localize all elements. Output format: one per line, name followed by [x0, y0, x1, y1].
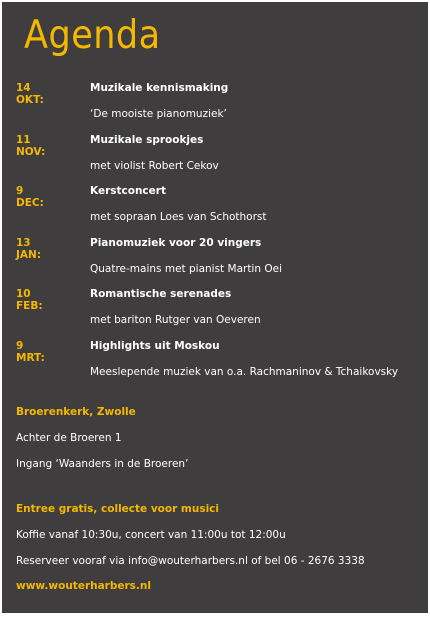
event-date: 9 DEC: [16, 185, 44, 210]
event-subtitle: met bariton Rutger van Oeveren [90, 314, 261, 327]
event-subtitle: Meeslepende muziek van o.a. Rachmaninov & Tchaikovsky [90, 365, 399, 378]
agenda-title: Agenda [24, 13, 161, 58]
event-date: 14 OKT: [16, 82, 44, 106]
event-date: 13 JAN: [16, 236, 42, 261]
event-subtitle: met violist Robert Cekov [90, 159, 219, 172]
website-link[interactable]: www.wouterharbers.nl [16, 580, 151, 592]
event-date: 11 NOV: [16, 133, 46, 158]
event-subtitle: ‘De mooiste pianomuziek’ [90, 108, 227, 120]
event-date: 9 MRT: [16, 339, 45, 364]
event-name: Pianomuziek voor 20 vingers [90, 236, 262, 249]
event-name: Muzikale kennismaking [90, 82, 229, 94]
event-name: Highlights uit Moskou [90, 339, 220, 352]
venue-address: Achter de Broeren 1 [16, 432, 122, 444]
event-name: Romantische serenades [90, 288, 232, 301]
reservation-info: Reserveer vooraf via info@wouterharbers.nl of bel 06 - 2676 3338 [16, 555, 365, 567]
venue-name: Broerenkerk, Zwolle [16, 406, 136, 418]
event-name: Muzikale sprookjes [90, 133, 204, 146]
entry-headline: Entree gratis, collecte voor musici [16, 503, 220, 515]
venue-entrance: Ingang ‘Waanders in de Broeren’ [16, 458, 189, 470]
event-subtitle: Quatre-mains met pianist Martin Oei [90, 262, 282, 275]
concert-agenda-poster [2, 2, 428, 613]
event-subtitle: met sopraan Loes van Schothorst [90, 211, 267, 224]
event-date: 10 FEB: [16, 288, 43, 313]
coffee-times: Koffie vanaf 10:30u, concert van 11:00u tot 12:00u [16, 529, 286, 541]
event-name: Kerstconcert [90, 185, 166, 198]
